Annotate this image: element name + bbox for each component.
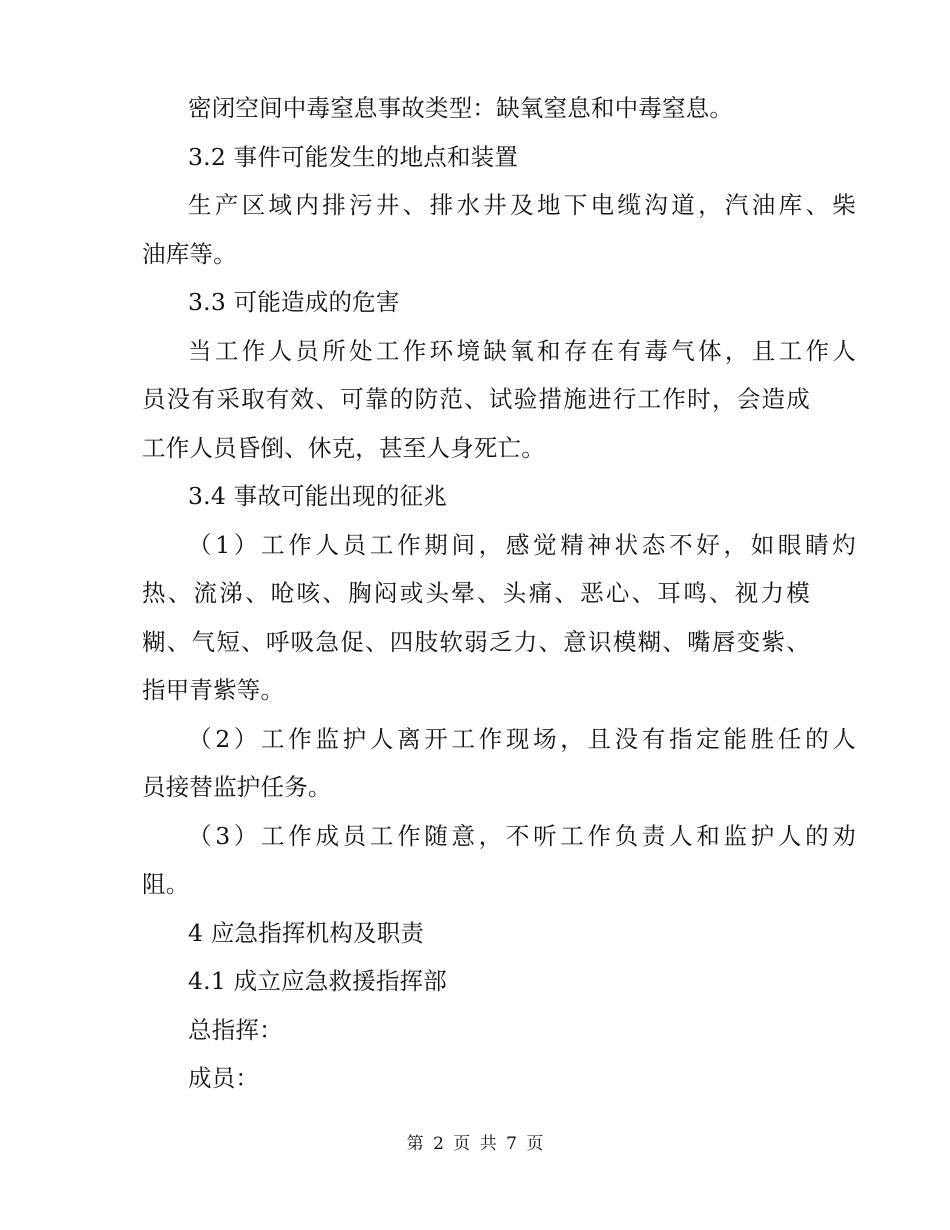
paragraph-line: 密闭空间中毒窒息事故类型：缺氧窒息和中毒窒息。 — [188, 94, 734, 122]
paragraph-line: 油库等。 — [142, 239, 237, 268]
list-item-line: （1）工作人员工作期间，感觉精神状态不好，如眼睛灼 — [188, 530, 856, 559]
list-item-line: 阻。 — [142, 870, 190, 898]
list-item-line: 指甲青紫等。 — [142, 676, 285, 704]
document-body — [142, 84, 856, 1103]
page-footer: 第 2 页 共 7 页 — [406, 1134, 544, 1154]
section-heading: 3.2 事件可能发生的地点和装置 — [188, 142, 519, 171]
list-item-line: 员接替监护任务。 — [142, 773, 332, 801]
list-item-line: 热、流涕、呛咳、胸闷或头晕、头痛、恶心、耳鸣、视力模 — [142, 579, 810, 607]
paragraph-line: 当工作人员所处工作环境缺氧和存在有毒气体，且工作人 — [188, 336, 856, 365]
field-label: 成员： — [188, 1064, 260, 1092]
section-heading: 3.3 可能造成的危害 — [188, 288, 400, 316]
list-item-line: 糊、气短、呼吸急促、四肢软弱乏力、意识模糊、嘴唇变紫、 — [142, 627, 810, 656]
section-heading: 4.1 成立应急救援指挥部 — [188, 967, 447, 995]
field-label: 总指挥： — [188, 1015, 283, 1044]
paragraph-line: 工作人员昏倒、休克，甚至人身死亡。 — [142, 433, 545, 462]
paragraph-line: 生产区域内排污井、排水井及地下电缆沟道，汽油库、柴 — [188, 191, 856, 219]
list-item-line: （2）工作监护人离开工作现场，且没有指定能胜任的人 — [188, 724, 856, 753]
list-item-line: （3）工作成员工作随意，不听工作负责人和监护人的劝 — [188, 821, 856, 850]
section-heading: 4 应急指挥机构及职责 — [188, 918, 425, 947]
paragraph-line: 员没有采取有效、可靠的防范、试验措施进行工作时，会造成 — [142, 385, 810, 413]
section-heading: 3.4 事故可能出现的征兆 — [188, 482, 447, 510]
